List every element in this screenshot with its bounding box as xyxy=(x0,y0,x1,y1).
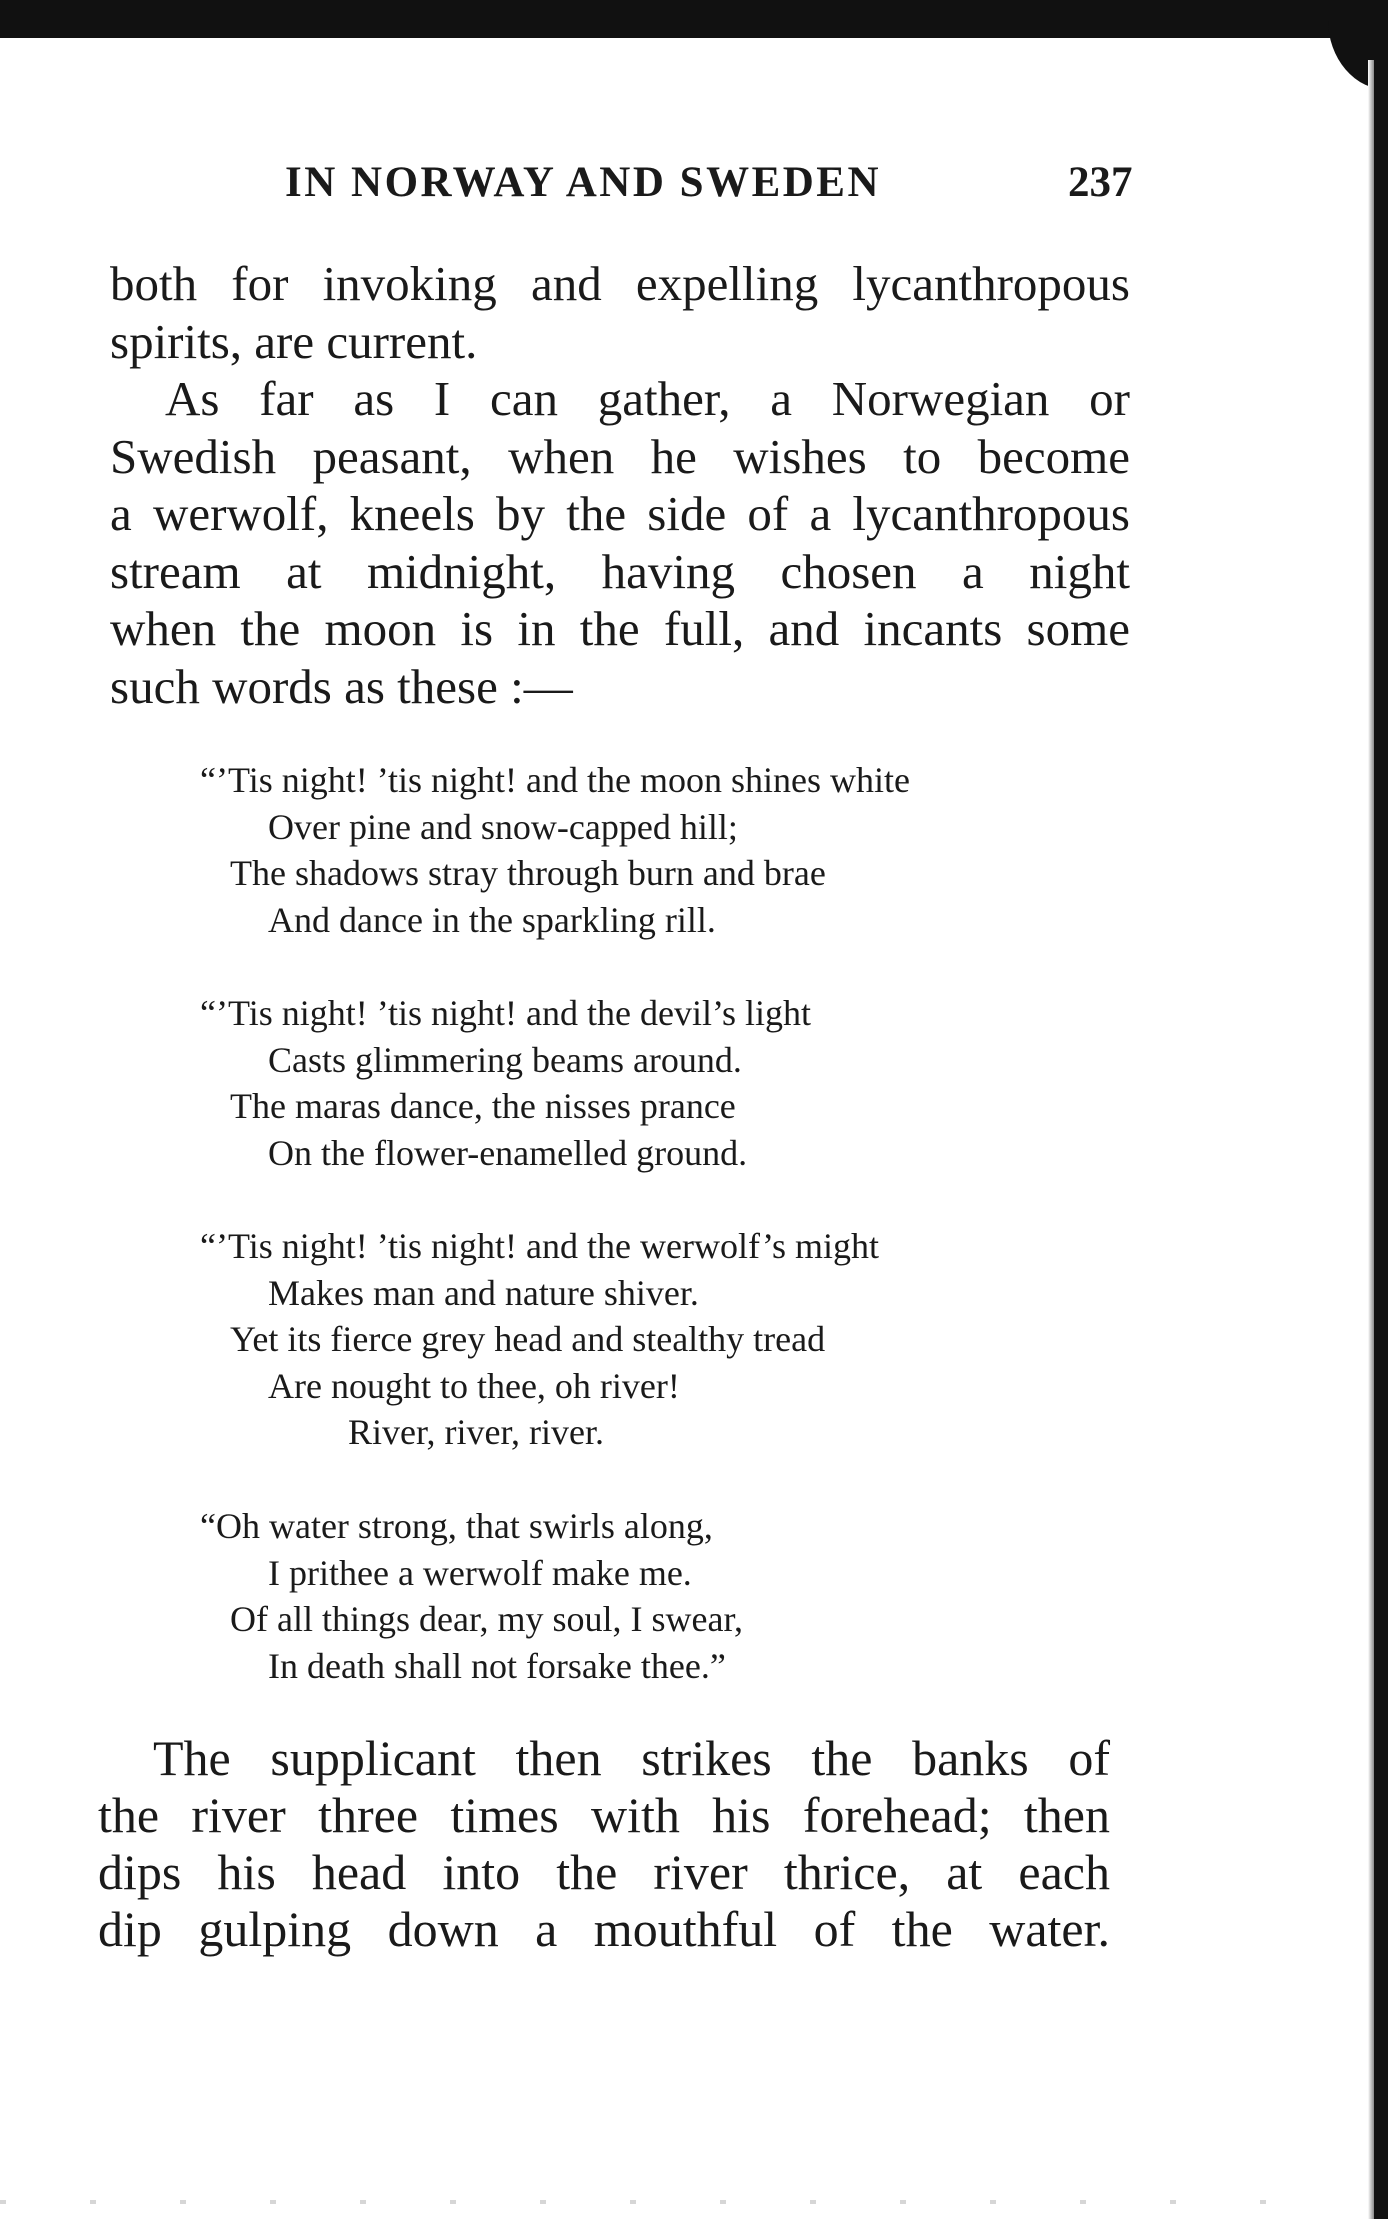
page-number: 237 xyxy=(1068,159,1133,206)
text-line: dips his head into the river thrice, at each xyxy=(98,1844,1110,1900)
verse-line: Yet its fierce grey head and stealthy tread xyxy=(230,1319,826,1359)
text-line: As far as I can gather, a Norwegian or xyxy=(165,371,1130,426)
page-header xyxy=(0,158,1388,218)
text-line: dip gulping down a mouthful of the water. xyxy=(98,1901,1110,1957)
scan-top-border xyxy=(0,0,1388,38)
scan-bottom-specks xyxy=(0,2200,1300,2204)
text-line: Swedish peasant, when he wishes to become xyxy=(110,428,1130,484)
verse-line: “’Tis night! ’tis night! and the werwolf’s might xyxy=(200,1226,879,1266)
verse-line: “’Tis night! ’tis night! and the devil’s light xyxy=(200,993,811,1033)
text-line: both for invoking and expelling lycanthropous xyxy=(110,256,1130,311)
text-line: a werwolf, kneels by the side of a lycanthropous xyxy=(110,486,1130,541)
text-line: when the moon is in the full, and incants some xyxy=(110,601,1130,656)
poem-stanza-4 xyxy=(200,1503,1140,1689)
verse-line: River, river, river. xyxy=(348,1412,605,1452)
verse-line: I prithee a werwolf make me. xyxy=(268,1552,692,1593)
verse-line: The shadows stray through burn and brae xyxy=(230,853,826,893)
paragraph-continuation xyxy=(110,255,1130,370)
verse-line: Are nought to thee, oh river! xyxy=(268,1365,680,1406)
poem-stanza-1 xyxy=(200,757,1140,943)
verse-line: And dance in the sparkling rill. xyxy=(268,899,716,940)
verse-line: Casts glimmering beams around. xyxy=(268,1039,742,1080)
verse-line: Of all things dear, my soul, I swear, xyxy=(230,1599,743,1639)
verse-line: “’Tis night! ’tis night! and the moon shines white xyxy=(200,760,910,800)
text-line: stream at midnight, having chosen a night xyxy=(110,543,1130,599)
verse-line: “Oh water strong, that swirls along, xyxy=(200,1506,713,1546)
paragraph-incantation-intro xyxy=(110,370,1130,715)
running-title: IN NORWAY AND SWEDEN xyxy=(285,159,882,206)
verse-line: In death shall not forsake thee.” xyxy=(268,1645,726,1686)
poem-stanza-2 xyxy=(200,990,1140,1176)
verse-line: The maras dance, the nisses prance xyxy=(230,1086,736,1126)
verse-line: On the flower-enamelled ground. xyxy=(268,1132,748,1173)
poem-stanza-3 xyxy=(200,1223,1140,1456)
verse-line: Over pine and snow-capped hill; xyxy=(268,806,738,847)
verse-line: Makes man and nature shiver. xyxy=(268,1272,699,1313)
text-line: The supplicant then strikes the banks of xyxy=(153,1730,1110,1786)
text-line: spirits, are current. xyxy=(110,313,478,369)
scan-right-border xyxy=(1374,60,1388,2219)
text-line: such words as these :— xyxy=(110,658,573,714)
text-line: the river three times with his forehead; then xyxy=(98,1787,1110,1843)
paragraph-ritual xyxy=(98,1730,1110,1958)
